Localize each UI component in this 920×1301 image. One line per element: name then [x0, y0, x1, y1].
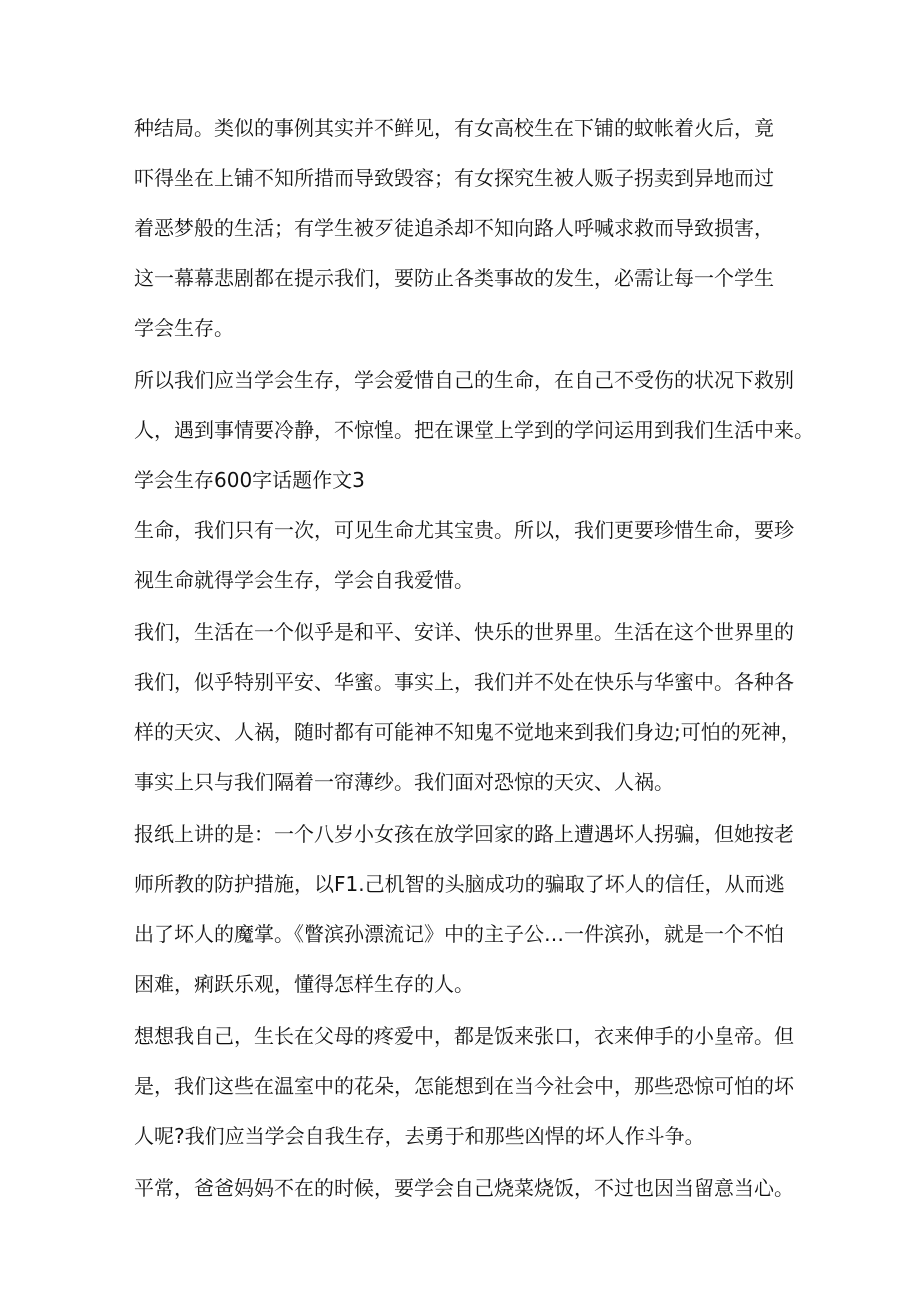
text-line: 视生命就得学会生存，学会自我爱惜。: [134, 568, 474, 592]
section-heading: 学会生存600字话题作文3: [134, 468, 365, 492]
text-line: 出了坏人的魔掌。《瞥滨孙漂流记》中的主子公…一件滨孙，就是一个不怕: [134, 922, 784, 946]
text-line: 这一幕幕悲剧都在提示我们，要防止各类事故的发生，必需让每一个学生: [134, 266, 774, 290]
text-line: 我们，似乎特别平安、华蜜。事实上，我们并不处在快乐与华蜜中。各种各: [134, 670, 794, 694]
text-line: 着恶梦般的生活；有学生被歹徒追杀却不知向路人呼喊求救而导致损害，: [134, 216, 774, 240]
text-line: 样的天灾、人祸，随时都有可能神不知鬼不觉地来到我们身边;可怕的死神，: [134, 720, 801, 744]
text-line: 平常，爸爸妈妈不在的时候，要学会自己烧菜烧饭，不过也因当留意当心。: [134, 1176, 794, 1200]
text-line: 困难，痢跃乐观，懂得怎样生存的人。: [134, 972, 474, 996]
text-line: 学会生存。: [134, 316, 234, 340]
text-line: 种结局。类似的事例其实并不鲜见，有女高校生在下铺的蚊帐着火后，竟: [134, 116, 774, 140]
text-line: 是，我们这些在温室中的花朵，怎能想到在当今社会中，那些恐惊可怕的坏: [134, 1074, 794, 1098]
text-line: 生命，我们只有一次，可见生命尤其宝贵。所以，我们更要珍惜生命，要珍: [134, 518, 794, 542]
text-line: 事实上只与我们隔着一帘薄纱。我们面对恐惊的天灾、人祸。: [134, 770, 674, 794]
text-line: 报纸上讲的是：一个八岁小女孩在放学回家的路上遭遇坏人拐骗，但她按老: [134, 822, 794, 846]
document-body: [134, 114, 814, 1202]
text-line: 想想我自己，生长在父母的疼爱中，都是饭来张口，衣来伸手的小皇帝。但: [134, 1024, 794, 1048]
text-line: 人呢?我们应当学会自我生存，去勇于和那些凶悍的坏人作斗争。: [134, 1124, 705, 1148]
text-line: 所以我们应当学会生存，学会爱惜自己的生命，在自己不受伤的状况下救别: [134, 368, 794, 392]
text-line: 我们，生活在一个似乎是和平、安详、快乐的世界里。生活在这个世界里的: [134, 620, 794, 644]
text-line: 师所教的防护措施，以F1.己机智的头脑成功的骗取了坏人的信任，从而逃: [134, 872, 785, 896]
text-line: 吓得坐在上铺不知所措而导致毁容；有女探究生被人贩子拐卖到异地而过: [134, 166, 774, 190]
text-line: 人，遇到事情要冷静，不惊惶。把在课堂上学到的学问运用到我们生活中来。: [134, 418, 814, 442]
